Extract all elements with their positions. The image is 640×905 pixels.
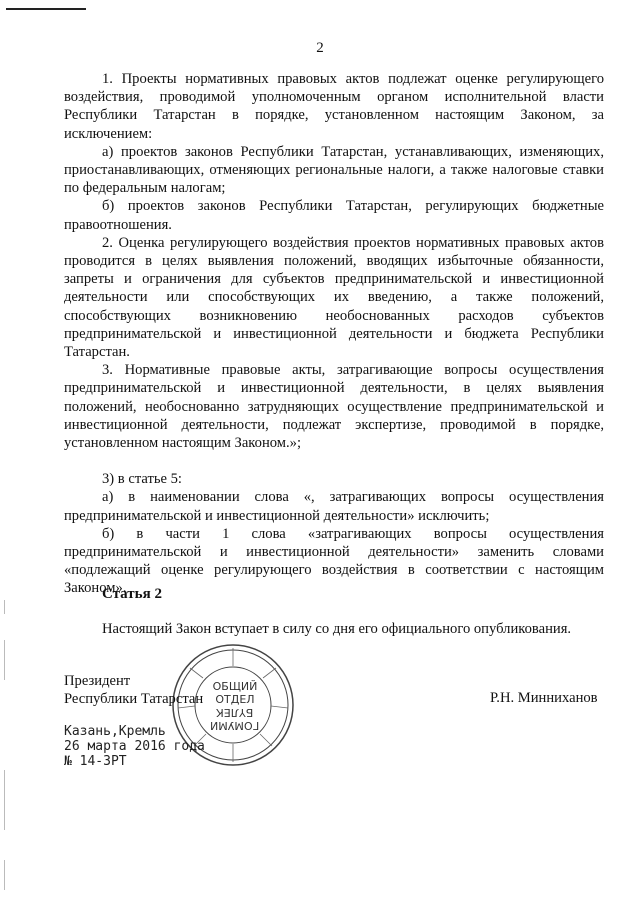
signature-title-line-1: Президент — [64, 673, 131, 689]
paragraph-1: 1. Проекты нормативных правовых актов подлежат оценке регулирующего воздействия, проводимой уполномоченным органом исполнительной власти Республики Татарстан в порядке, установленном настоящим Законом, за исключением: — [64, 71, 604, 142]
place-line: Казань,Кремль — [64, 724, 166, 739]
paragraph-1a: а) проектов законов Республики Татарстан, устанавливающих, изменяющих, приостанавливающих, отменяющих региональные налоги, а также налоговые ставки по федеральным налогам; — [64, 143, 604, 197]
stamp-text — [200, 680, 270, 732]
place-date-number — [64, 724, 205, 769]
scan-edge-mark — [4, 600, 5, 614]
paragraph-1b: б) проектов законов Республики Татарстан, регулирующих бюджетные правоотношения. — [64, 198, 604, 233]
article-heading: Статья 2 — [102, 586, 162, 602]
stamp-line-4: ГОМУМИ — [210, 719, 260, 732]
signature-title — [64, 672, 203, 708]
stamp-line-1: ОБЩИЙ — [212, 680, 258, 693]
scan-edge-mark — [4, 860, 5, 890]
date-line: 26 марта 2016 года — [64, 739, 205, 754]
page-number: 2 — [316, 40, 324, 56]
paragraph-2: 2. Оценка регулирующего воздействия проектов нормативных правовых актов проводится в целях выявления положений, вводящих избыточные обязанности, запреты и ограничения для субъектов предпринимательской и инвестиционной деятельности или способствующих их введению, а также положений, способствующих возникновению необоснованных расходов субъектов предпринимательской и инвестиционной деятельности и бюджета Республики Татарстан. — [64, 234, 604, 361]
top-rule — [6, 8, 86, 10]
amendment-3: 3) в статье 5: — [102, 471, 182, 488]
scan-edge-mark — [4, 770, 5, 830]
signature-title-line-2: Республики Татарстан — [64, 691, 204, 708]
paragraph-3: 3. Нормативные правовые акты, затрагивающие вопросы осуществления предпринимательской и инвестиционной деятельности, в целях выявления положений, необоснованно затрудняющих осуществление предпринимательской и инвестиционной деятельности, подлежат экспертизе, проводимой в порядке, установленном настоящим Законом.»; — [64, 362, 604, 452]
final-provision: Настоящий Закон вступает в силу со дня его официального опубликования. — [102, 621, 572, 637]
stamp-line-3: БҮЛЕК — [216, 706, 254, 719]
stamp-line-2: ОТДЕЛ — [215, 693, 255, 706]
document-body — [64, 70, 604, 598]
number-line: № 14-ЗРТ — [64, 754, 127, 769]
amendment-3b: б) в части 1 слова «затрагивающих вопросы осуществления предпринимательской и инвестиционной деятельности» заменить словами «подлежащий оценке регулирующего воздействия в соответствии с настоящим Законом». — [64, 525, 604, 597]
signature-name: Р.Н. Минниханов — [490, 690, 598, 706]
amendment-3a: а) в наименовании слова «, затрагивающих вопросы осуществления предпринимательской и инвестиционной деятельности» исключить; — [64, 489, 604, 524]
scan-edge-mark — [4, 640, 5, 680]
